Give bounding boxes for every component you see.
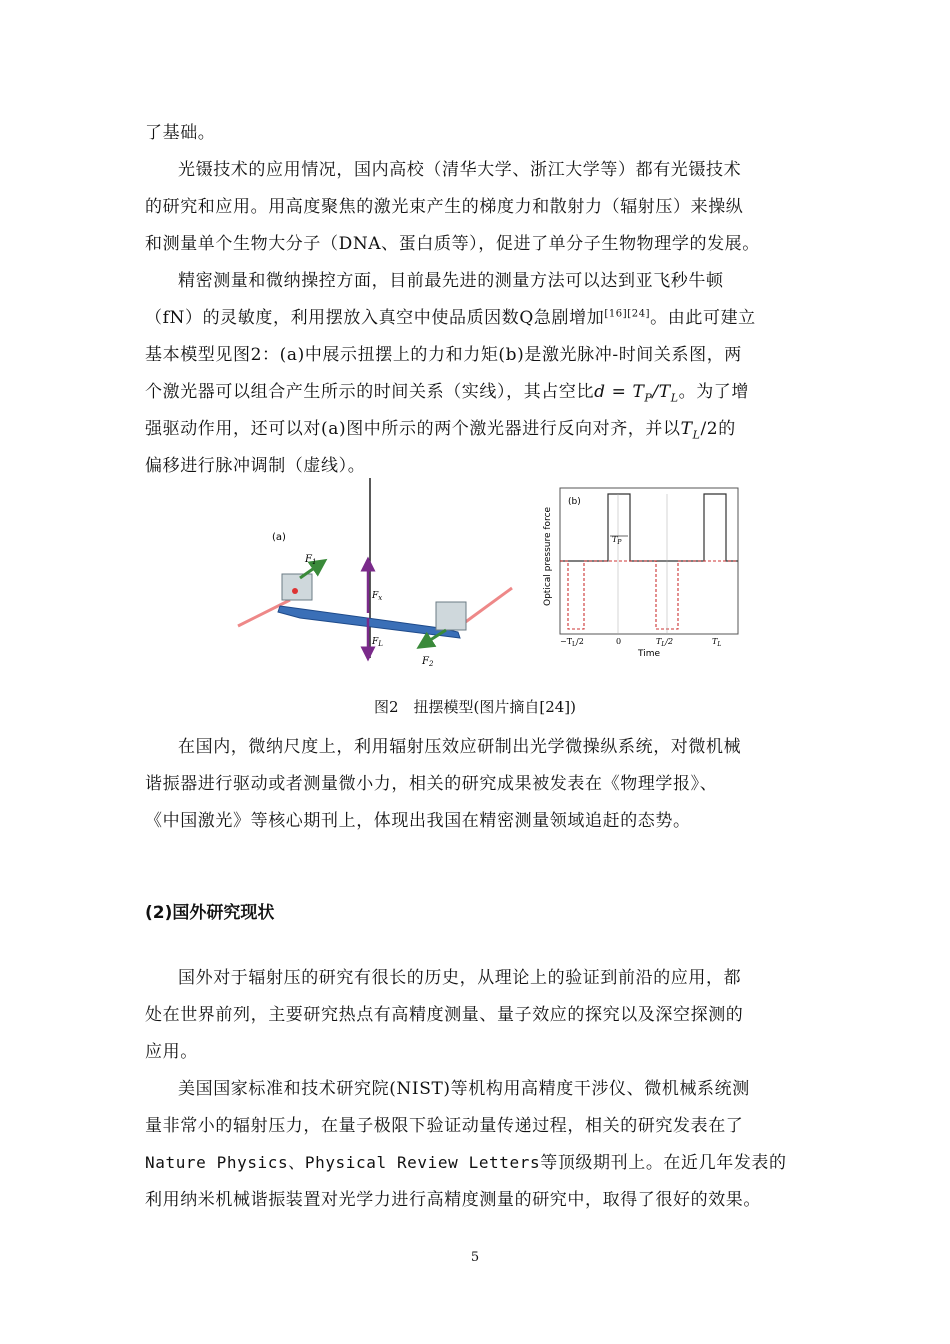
- text-line: 量非常小的辐射压力，在量子极限下验证动量传递过程，相关的研究发表在了: [145, 1116, 744, 1136]
- text-line: 光镊技术的应用情况，国内高校（清华大学、浙江大学等）都有光镊技术: [178, 160, 742, 180]
- section-heading: (2)国外研究现状: [145, 903, 275, 923]
- panel-a-label: (a): [272, 532, 286, 543]
- math-duty-ratio: $d = T_P/T_L$: [594, 382, 679, 405]
- math-tl-half: $T_L$: [680, 419, 701, 442]
- text-line: 《中国激光》等核心期刊上，体现出我国在精密测量领域追赶的态势。: [145, 811, 691, 831]
- text-line: 了基础。: [145, 123, 216, 143]
- text-line: [145, 377, 825, 404]
- text-line: 和测量单个生物大分子（DNA、蛋白质等），促进了单分子生物物理学的发展。: [145, 234, 760, 254]
- mirror-right: [436, 602, 466, 630]
- x-axis-label: Time: [638, 649, 661, 659]
- text-line: 应用。: [145, 1042, 198, 1062]
- text-line: [145, 303, 825, 328]
- text-line: 国外对于辐射压的研究有很长的历史，从理论上的验证到前沿的应用，都: [178, 968, 742, 988]
- text-line: 利用纳米机械谐振装置对光学力进行高精度测量的研究中，取得了很好的效果。: [145, 1190, 761, 1210]
- mirror-left: [282, 574, 312, 600]
- page-number: 5: [470, 1250, 480, 1265]
- force-fx-label: $F_x$: [372, 591, 383, 602]
- text-line: 美国国家标准和技术研究院(NIST)等机构用高精度干涉仪、微机械系统测: [178, 1079, 750, 1099]
- figure-panel-a: [230, 478, 520, 678]
- panel-b-label: (b): [568, 497, 581, 507]
- text-line: 谐振器进行驱动或者测量微小力，相关的研究成果被发表在《物理学报》、: [145, 774, 718, 794]
- text-line: 精密测量和微纳操控方面，目前最先进的测量方法可以达到亚飞秒牛顿: [178, 271, 724, 291]
- text-span: 个激光器可以组合产生所示的时间关系（实线），其占空比: [145, 382, 595, 402]
- text-span: 。为了增: [678, 382, 749, 402]
- text-span: 等顶级期刊上。在近几年发表的: [540, 1153, 787, 1173]
- figure-panel-b: [532, 484, 747, 664]
- laser-beam-right: [460, 588, 512, 626]
- text-span: （fN）的灵敏度，利用摆放入真空中使品质因数Q急剧增加: [145, 308, 605, 328]
- text-line: 的研究和应用。用高度聚焦的激光束产生的梯度力和散射力（辐射压）来操纵: [145, 197, 744, 217]
- text-line: 在国内，微纳尺度上，利用辐射压效应研制出光学微操纵系统，对微机械: [178, 737, 742, 757]
- force-f1-label: $F_1$: [305, 554, 317, 566]
- tick-neg-tl-half: $-T_L/2$: [560, 637, 584, 648]
- text-span: /2的: [700, 419, 736, 439]
- text-line: [145, 1148, 825, 1173]
- citation-ref: [16][24]: [604, 308, 651, 320]
- journal-names: Nature Physics、Physical Review Letters: [145, 1153, 541, 1172]
- text-line: [145, 414, 825, 441]
- text-line: 偏移进行脉冲调制（虚线）。: [145, 456, 366, 476]
- force-fl-label: $F_L$: [372, 637, 383, 648]
- tp-label: $T_P$: [612, 535, 622, 546]
- text-span: 强驱动作用，还可以对(a)图中所示的两个激光器进行反向对齐，并以: [145, 419, 681, 439]
- force-f2-label: $F_2$: [422, 656, 434, 668]
- text-line: 处在世界前列，主要研究热点有高精度测量、量子效应的探究以及深空探测的: [145, 1005, 744, 1025]
- tick-tl-half: $T_L/2$: [656, 637, 674, 648]
- tick-zero: 0: [616, 637, 622, 646]
- y-axis-label: Optical pressure force: [543, 506, 553, 606]
- text-span: 。由此可建立: [650, 308, 756, 328]
- laser-spot: [292, 588, 298, 594]
- figure-caption: 图2 扭摆模型(图片摘自[24]): [373, 698, 577, 716]
- tick-tl: $T_L$: [712, 637, 722, 648]
- text-line: 基本模型见图2：(a)中展示扭摆上的力和力矩(b)是激光脉冲-时间关系图，两: [145, 345, 742, 365]
